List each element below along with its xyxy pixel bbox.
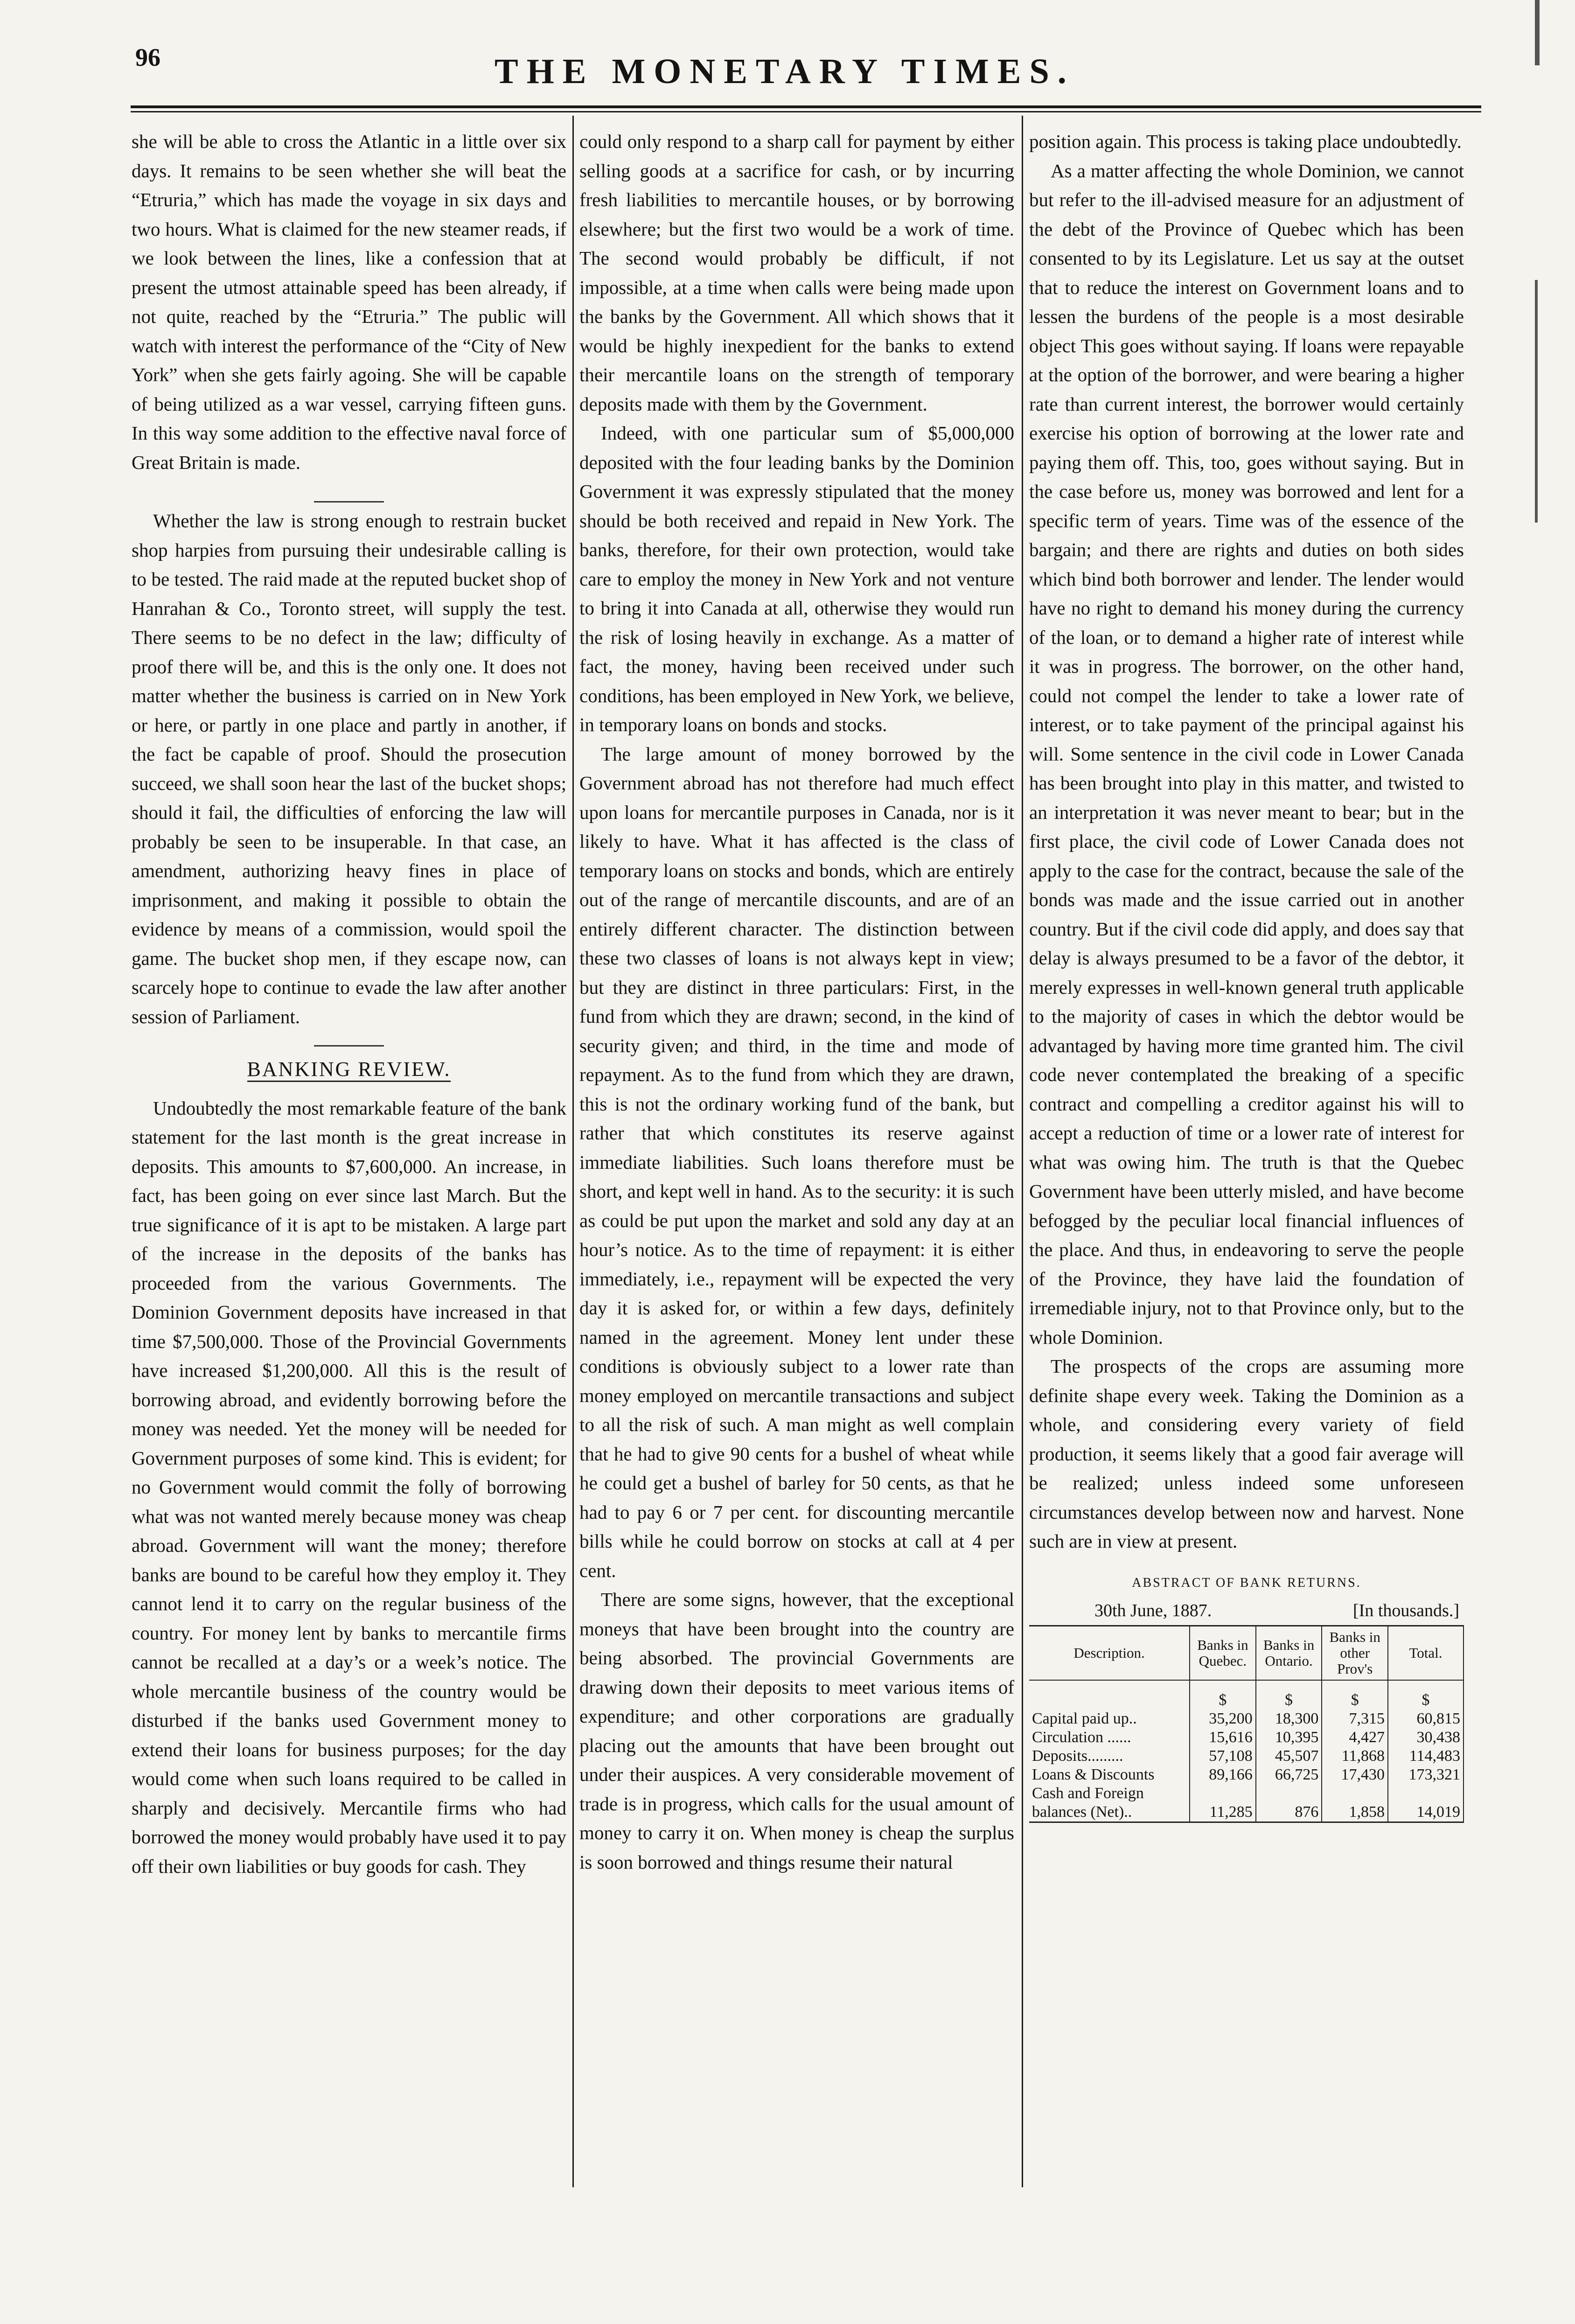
table-row bbox=[1029, 1747, 1463, 1766]
value-cell: 35,200 bbox=[1190, 1710, 1256, 1728]
value-cell: 17,430 bbox=[1322, 1766, 1388, 1784]
section-separator bbox=[314, 1045, 384, 1047]
article-paragraph: Indeed, with one particular sum of $5,000,000 deposited with the four leading banks by the Dominion Government it was expressly stipulated that the money should be both received and repaid in New York. The banks, therefore, for their own protection, would take care to employ the money in New York and not venture to bring it into Canada at all, otherwise they would run the risk of losing heavily in exchange. As a matter of fact, the money, having been received under such conditions, has been employed in New York, we believe, in temporary loans on bonds and stocks. bbox=[579, 422, 1014, 735]
article-paragraph: There are some signs, however, that the exceptional moneys that have been brought into the country are being absorbed. The provincial Governments are drawing down their deposits to meet various items of expenditure; and other corporations are gradually placing out the amounts that have been brought out under their auspices. A very considerable movement of trade is in progress, which calls for the usual amount of money to carry it on. When money is cheap the surplus is soon borrowed and things resume their natural bbox=[579, 1589, 1014, 1873]
value-cell bbox=[1388, 1784, 1463, 1803]
value-cell: 114,483 bbox=[1388, 1747, 1463, 1766]
bank-returns-table bbox=[1029, 1625, 1464, 1823]
article-paragraph: Whether the law is strong enough to restrain bucket shop harpies from pursuing their undesirable calling is to be tested. The raid made at the reputed bucket shop of Hanrahan & Co., Toronto street, will supply the test. There seems to be no defect in the law; difficulty of proof there will be, and this is the only one. It does not matter whether the business is carried on in New York or here, or partly in one place and partly in another, if the fact be capable of proof. Should the prosecution succeed, we shall soon hear the last of the bucket shops; should it fail, the difficulties of enforcing the law will probably be seen to be insuperable. In that case, an amendment, authorizing heavy fines in place of imprisonment, and making it possible to obtain the evidence by means of a commission, would spoil the game. The bucket shop men, if they escape now, can scarcely hope to continue to evade the law after another session of Parliament. bbox=[132, 510, 566, 1027]
table-row bbox=[1029, 1766, 1463, 1784]
section-heading bbox=[132, 1055, 566, 1084]
section-heading-text: BANKING REVIEW. bbox=[247, 1058, 451, 1082]
header-rule-thin bbox=[131, 111, 1481, 112]
row-description-cell: Deposits......... bbox=[1029, 1747, 1190, 1766]
value-cell: 4,427 bbox=[1322, 1728, 1388, 1747]
value-cell: 66,725 bbox=[1256, 1766, 1322, 1784]
value-cell: 876 bbox=[1256, 1803, 1322, 1822]
article-paragraph: As a matter affecting the whole Dominion, we cannot but refer to the ill-advised measure for an adjustment of the debt of the Province of Quebec which has been consented to by its Legislature. Let us say at the outset that to reduce the interest on Government loans and to lessen the burdens of the people is a most desirable object This goes without saying. If loans were repayable at the option of the borrower, and were bearing a higher rate than current interest, the borrower would certainly exercise his option of borrowing at the lower rate and paying them off. This, too, goes without saying. But in the case before us, money was borrowed and lent for a specific term of years. Time was of the essence of the bargain; and there are rights and duties on both sides which bind both borrower and lender. The lender would have no right to demand his money during the currency of the loan, or to demand a higher rate of interest while it was in progress. The borrower, on the other hand, could not compel the lender to take a lower rate of interest, or to take payment of the principal against his will. Some sentence in the civil code in Lower Canada has been brought into play in this matter, and twisted to an interpretation it was never meant to bear; but in the first place, the civil code of Lower Canada does not apply to the case for the contract, because the sale of the bonds was made and the issue carried out in another country. But if the civil code did apply, and does say that delay is always presumed to be a favor of the debtor, it merely expresses in well-known general truth applicable to the majority of cases in which the debtor would be advantaged by having more time granted him. The civil code never contemplated the breaking of a specific contract and compelling a creditor against his will to accept a reduction of time or a lower rate of interest for what was owing him. The truth is that the Quebec Government have been utterly misled, and have become befogged by the peculiar local financial influences of the place. And thus, in endeavoring to serve the people of the Province, they have laid the foundation of irremediable injury, not to that Province only, but to the whole Dominion. bbox=[1029, 160, 1464, 1348]
article-paragraph: position again. This process is taking place undoubtedly. bbox=[1029, 131, 1462, 152]
section-separator bbox=[314, 501, 384, 502]
value-cell: 57,108 bbox=[1190, 1747, 1256, 1766]
page-number: 96 bbox=[135, 43, 160, 71]
bank-returns-date: 30th June, 1887. bbox=[1094, 1600, 1212, 1620]
row-description-cell: Capital paid up.. bbox=[1029, 1710, 1190, 1728]
bank-returns-unit: [In thousands.] bbox=[1353, 1600, 1459, 1620]
header-rule bbox=[131, 105, 1481, 108]
value-cell: $ bbox=[1388, 1680, 1463, 1710]
article-paragraph: she will be able to cross the Atlantic in a little over six days. It remains to be seen whether she will beat the “Etruria,” which has made the voyage in six days and two hours. What is claimed for the new steamer reads, if we look between the lines, like a confession that at present the utmost attainable speed has been already, if not quite, reached by the “Etruria.” The public will watch with interest the performance of the “City of New York” when she gets fairly agoing. She will be capable of being utilized as a war vessel, carrying fifteen guns. In this way some addition to the effective naval force of Great Britain is made. bbox=[132, 131, 566, 473]
table-header-row bbox=[1029, 1626, 1463, 1680]
value-cell: 7,315 bbox=[1322, 1710, 1388, 1728]
column-header: Description. bbox=[1029, 1626, 1190, 1680]
column-header: Banks in Ontario. bbox=[1256, 1626, 1322, 1680]
value-cell: 30,438 bbox=[1388, 1728, 1463, 1747]
scan-edge-mark bbox=[1535, 0, 1540, 65]
article-paragraph: The prospects of the crops are assuming more definite shape every week. Taking the Dominion as a whole, and considering every variety of field production, it seems likely that a good fair average will be realized; unless indeed some unforeseen circumstances develop between now and harvest. None such are in view at present. bbox=[1029, 1355, 1464, 1552]
column-divider bbox=[572, 116, 574, 2187]
value-cell: 1,858 bbox=[1322, 1803, 1388, 1822]
bank-returns-dateline bbox=[1029, 1594, 1464, 1621]
value-cell: 45,507 bbox=[1256, 1747, 1322, 1766]
scan-edge-mark bbox=[1535, 280, 1538, 523]
table-row bbox=[1029, 1803, 1463, 1822]
table-row bbox=[1029, 1710, 1463, 1728]
masthead-title: THE MONETARY TIMES. bbox=[495, 52, 1075, 91]
column-1 bbox=[132, 127, 566, 1881]
currency-row bbox=[1029, 1680, 1463, 1710]
row-description-cell bbox=[1029, 1680, 1190, 1710]
value-cell: $ bbox=[1322, 1680, 1388, 1710]
row-description-cell: balances (Net).. bbox=[1029, 1803, 1190, 1822]
value-cell: $ bbox=[1256, 1680, 1322, 1710]
column-3 bbox=[1029, 127, 1464, 1823]
article-paragraph: The large amount of money borrowed by the Government abroad has not therefore had much effect upon loans for mercantile purposes in Canada, nor is it likely to have. What it has affected is the class of temporary loans on stocks and bonds, which are entirely out of the range of mercantile discounts, and are of an entirely different character. The distinction between these two classes of loans is not always kept in view; but they are distinct in three particulars: First, in the fund from which they are drawn; second, in the kind of security given; and third, in the time and mode of repayment. As to the fund from which they are drawn, this is not the ordinary working fund of the bank, but rather that which constitutes its reserve against immediate liabilities. Such loans therefore must be short, and kept well in hand. As to the security: it is such as could be put upon the market and sold any day at an hour’s notice. As to the time of repayment: it is either immediately, i.e., repayment will be expected the very day it is asked for, or within a few days, definitely named in the agreement. Money lent under these conditions is obviously subject to a lower rate than money employed on mercantile transactions and subject to all the risk of such. A man might as well complain that he had to give 90 cents for a bushel of wheat while he could get a bushel of barley for 50 cents, as that he had to pay 6 or 7 per cent. for discounting mercantile bills while he could borrow on stocks at call at 4 per cent. bbox=[579, 743, 1014, 1581]
value-cell: $ bbox=[1190, 1680, 1256, 1710]
value-cell: 60,815 bbox=[1388, 1710, 1463, 1728]
column-header: Banks in Quebec. bbox=[1190, 1626, 1256, 1680]
column-header: Total. bbox=[1388, 1626, 1463, 1680]
column-header: Banks in other Prov's bbox=[1322, 1626, 1388, 1680]
table-row bbox=[1029, 1728, 1463, 1747]
bank-returns-title: ABSTRACT OF BANK RETURNS. bbox=[1132, 1575, 1361, 1590]
value-cell bbox=[1190, 1784, 1256, 1803]
value-cell bbox=[1256, 1784, 1322, 1803]
value-cell: 89,166 bbox=[1190, 1766, 1256, 1784]
row-description-cell: Cash and Foreign bbox=[1029, 1784, 1190, 1803]
row-description-cell: Loans & Discounts bbox=[1029, 1766, 1190, 1784]
value-cell: 11,868 bbox=[1322, 1747, 1388, 1766]
article-paragraph: could only respond to a sharp call for payment by either selling goods at a sacrifice for cash, or by incurring fresh liabilities to mercantile houses, or by borrowing elsewhere; but the first two would be a work of time. The second would probably be difficult, if not impossible, at a time when calls were being made upon the banks by the Government. All which shows that it would be highly inexpedient for the banks to extend their mercantile loans on the strength of temporary deposits made with them by the Government. bbox=[579, 131, 1014, 415]
value-cell: 18,300 bbox=[1256, 1710, 1322, 1728]
article-paragraph: Undoubtedly the most remarkable feature of the bank statement for the last month is the great increase in deposits. This amounts to $7,600,000. An increase, in fact, has been going on ever since last March. But the true significance of it is apt to be mistaken. A large part of the increase in the deposits of the banks has proceeded from the various Governments. The Dominion Government deposits have increased in that time $7,500,000. Those of the Provincial Governments have increased $1,200,000. All this is the result of borrowing abroad, and evidently borrowing before the money was needed. Yet the money will be needed for Government purposes of some kind. This is evident; for no Government would commit the folly of borrowing what was not wanted merely because money was cheap abroad. Government will want the money; therefore banks are bound to be careful how they employ it. They cannot lend it to carry on the regular business of the country. For money lent by banks to mercantile firms cannot be recalled at a day’s or a week’s notice. The whole mercantile business of the country would be disturbed if the banks used Government money to extend their loans for business purposes; for the day would come when such loans required to be called in sharply and decisively. Mercantile firms who had borrowed the money would probably have used it to pay off their own liabilities or buy goods for cash. They bbox=[132, 1097, 566, 1877]
table-row bbox=[1029, 1784, 1463, 1803]
value-cell: 11,285 bbox=[1190, 1803, 1256, 1822]
value-cell: 173,321 bbox=[1388, 1766, 1463, 1784]
column-2 bbox=[579, 127, 1014, 1877]
row-description-cell: Circulation ...... bbox=[1029, 1728, 1190, 1747]
value-cell bbox=[1322, 1784, 1388, 1803]
value-cell: 10,395 bbox=[1256, 1728, 1322, 1747]
value-cell: 14,019 bbox=[1388, 1803, 1463, 1822]
column-divider bbox=[1022, 116, 1023, 2187]
value-cell: 15,616 bbox=[1190, 1728, 1256, 1747]
